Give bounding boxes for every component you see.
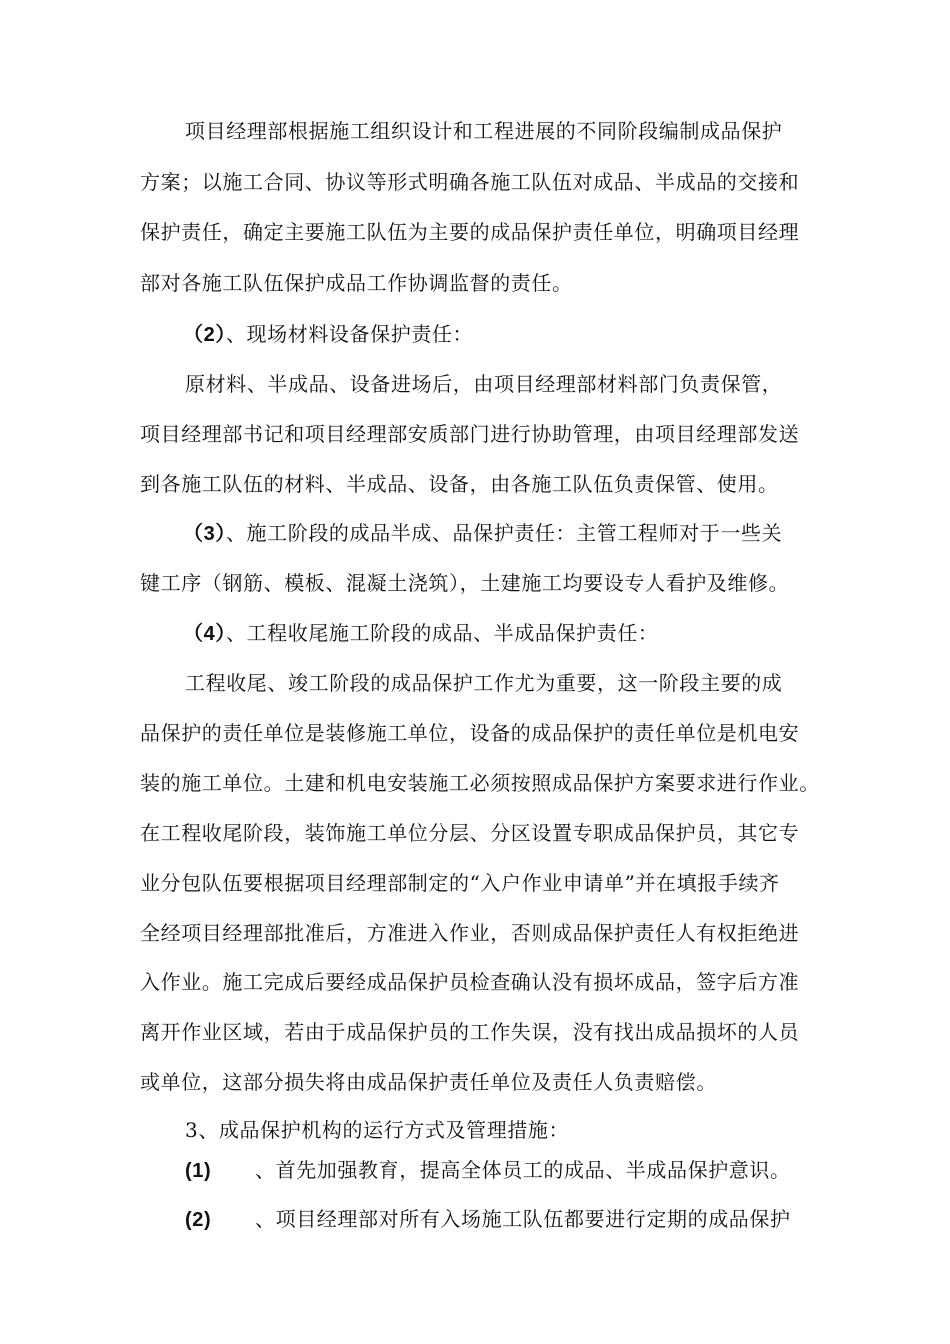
paragraph-4-line-5: 业分包队伍要根据项目经理部制定的“入户作业申请单”并在填报手续齐 [140,871,780,895]
paragraph-1-line-2: 方案；以施工合同、协议等形式明确各施工队伍对成品、半成品的交接和 [140,170,800,194]
item-2-text: 、项目经理部对所有入场施工队伍都要进行定期的成品保护 [255,1207,791,1231]
paragraph-1-line-1: 项目经理部根据施工组织设计和工程进展的不同阶段编制成品保护 [185,119,783,143]
paragraph-4-line-6: 全经项目经理部批准后，方准进入作业，否则成品保护责任人有权拒绝进 [140,921,800,945]
item-1 [185,1157,791,1184]
heading-2-text: 、现场材料设备保护责任： [225,322,474,346]
paragraph-4-line-9: 或单位，这部分损失将由成品保护责任单位及责任人负责赔偿。 [140,1070,717,1094]
item-2 [185,1206,791,1233]
heading-2 [183,321,473,348]
heading-3-line-1 [183,520,782,547]
paragraph-4-line-8: 离开作业区域，若由于成品保护员的工作失误，没有找出成品损坏的人员 [140,1020,800,1044]
paragraph-4-line-1: 工程收尾、竣工阶段的成品保护工作尤为重要，这一阶段主要的成 [185,671,783,695]
heading-2-number: （2） [183,324,226,346]
paragraph-4-line-7: 入作业。施工完成后要经成品保护员检查确认没有损坏成品，签字后方准 [140,970,800,994]
paragraph-1-line-4: 部对各施工队伍保护成品工作协调监督的责任。 [140,271,573,295]
section-3-title: 3、成品保护机构的运行方式及管理措施： [185,1118,570,1142]
paragraph-4-line-3: 装的施工单位。土建和机电安装施工必须按照成品保护方案要求进行作业。 [140,771,820,795]
paragraph-4-line-2: 品保护的责任单位是装修施工单位，设备的成品保护的责任单位是机电安 [140,721,800,745]
item-1-text: 、首先加强教育，提高全体员工的成品、半成品保护意识。 [255,1158,791,1182]
paragraph-2-line-3: 到各施工队伍的材料、半成品、设备，由各施工队伍负责保管、使用。 [140,472,779,496]
item-2-number: (2) [185,1209,212,1231]
paragraph-4-line-4: 在工程收尾阶段，装饰施工单位分层、分区设置专职成品保护员，其它专 [140,821,800,845]
heading-4-number: （4） [183,623,226,645]
heading-4-text: 、工程收尾施工阶段的成品、半成品保护责任： [225,621,659,645]
paragraph-1-line-3: 保护责任，确定主要施工队伍为主要的成品保护责任单位，明确项目经理 [140,220,800,244]
heading-3-number: （3） [183,523,226,545]
paragraph-2-line-2: 项目经理部书记和项目经理部安质部门进行协助管理，由项目经理部发送 [140,422,800,446]
heading-3-text: 、施工阶段的成品半成、品保护责任：主管工程师对于一些关 [225,521,783,545]
item-1-number: (1) [185,1160,212,1182]
heading-4 [183,620,659,647]
paragraph-2-line-1: 原材料、半成品、设备进场后，由项目经理部材料部门负责保管， [185,372,783,396]
heading-3-line-2: 键工序（钢筋、模板、混凝土浇筑），土建施工均要设专人看护及维修。 [140,571,790,595]
